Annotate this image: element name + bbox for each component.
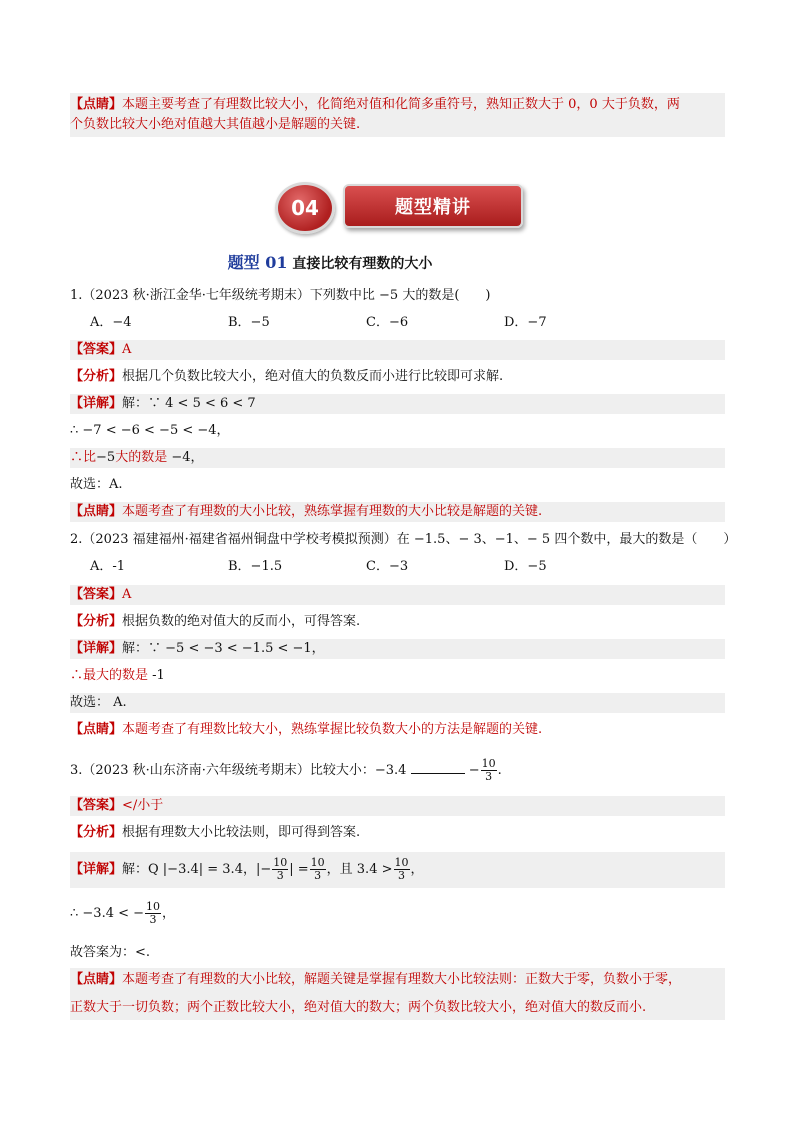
option-b: B．−1.5 bbox=[228, 559, 283, 574]
stem-text: . bbox=[497, 763, 502, 778]
q1-choice: 故选：A. bbox=[70, 477, 123, 492]
note-text: 本题考查了有理数的大小比较，解题关键是掌握有理数大小比较法则：正数大于零，负数小于零， bbox=[122, 972, 682, 987]
fraction-denominator: 3 bbox=[398, 869, 405, 882]
top-note bbox=[70, 93, 725, 137]
banner-number: 04 bbox=[291, 196, 319, 220]
q2-note bbox=[70, 720, 725, 740]
option-d: D．−7 bbox=[504, 315, 547, 330]
q2-choice: 故选： A. bbox=[70, 693, 725, 713]
step-text: −5 bbox=[96, 450, 116, 465]
analysis-text: 根据有理数大小比较法则，即可得到答案. bbox=[122, 825, 361, 840]
analysis-label: 【分析】 bbox=[70, 369, 123, 384]
q2-detail bbox=[70, 639, 725, 659]
question-2-options bbox=[70, 557, 745, 577]
stem-text: − bbox=[468, 763, 480, 778]
section-title-text: 直接比较有理数的大小 bbox=[292, 256, 433, 272]
analysis-label: 【分析】 bbox=[70, 825, 123, 840]
analysis-text: 根据负数的绝对值大的反而小，可得答案. bbox=[122, 614, 361, 629]
step-text: ， bbox=[162, 906, 176, 921]
answer-value: </小于 bbox=[122, 798, 164, 813]
q1-step-1: ∴ −7 < −6 < −5 < −4， bbox=[70, 423, 230, 438]
fraction bbox=[310, 857, 326, 882]
note-label: 【点睛】 bbox=[70, 972, 123, 987]
answer-label: 【答案】 bbox=[70, 342, 123, 357]
fraction bbox=[481, 758, 497, 783]
q1-detail bbox=[70, 394, 725, 414]
note-label: 【点睛】 bbox=[70, 504, 123, 519]
note-text: 本题考查了有理数比较大小，熟练掌握比较负数大小的方法是解题的关键. bbox=[122, 722, 543, 737]
detail-label: 【详解】 bbox=[70, 396, 123, 411]
detail-text: | = bbox=[289, 862, 309, 877]
step-text: ∴比 bbox=[70, 450, 97, 465]
fraction-numerator: 10 bbox=[394, 856, 409, 869]
step-text: ∴最大的数是 bbox=[70, 668, 149, 683]
q3-answer bbox=[70, 796, 725, 816]
fraction-denominator: 3 bbox=[485, 770, 493, 783]
question-1-options bbox=[70, 313, 745, 333]
q1-note bbox=[70, 502, 725, 522]
note-label: 【点睛】 bbox=[70, 722, 123, 737]
fraction-numerator: 10 bbox=[146, 900, 161, 913]
step-text: -1 bbox=[148, 668, 165, 683]
q1-step-2 bbox=[70, 448, 725, 468]
banner-title-pill bbox=[343, 184, 523, 228]
detail-label: 【详解】 bbox=[70, 641, 123, 656]
answer-label: 【答案】 bbox=[70, 798, 123, 813]
detail-text: ，且 3.4 > bbox=[326, 862, 393, 877]
q3-note bbox=[70, 968, 725, 1020]
note-text: 本题主要考查了有理数比较大小，化简绝对值和化简多重符号，熟知正数大于 0，0 大于负数，两 bbox=[122, 97, 680, 112]
note-text: 正数大于一切负数；两个正数比较大小，绝对值大的数大；两个负数比较大小，绝对值大的数反而小. bbox=[70, 1000, 647, 1015]
q1-answer bbox=[70, 340, 725, 360]
section-tag: 题型 01 bbox=[227, 253, 288, 272]
option-c: C．−6 bbox=[366, 315, 409, 330]
fraction-numerator: 10 bbox=[481, 757, 496, 770]
fraction bbox=[394, 857, 410, 882]
q3-analysis bbox=[70, 823, 725, 843]
option-a: A．−4 bbox=[90, 315, 132, 330]
fraction bbox=[145, 901, 161, 926]
answer-value: A bbox=[122, 587, 132, 602]
question-2-stem: 2.（2023 福建福州·福建省福州铜盘中学校考模拟预测）在 −1.5、− 3、−1、− 5 四个数中，最大的数是（ ） bbox=[70, 532, 737, 547]
option-c: C．−3 bbox=[366, 559, 409, 574]
section-banner bbox=[275, 180, 525, 230]
banner-number-badge bbox=[275, 182, 335, 234]
answer-label: 【答案】 bbox=[70, 587, 123, 602]
stem-text: 3.（2023 秋·山东济南·六年级统考期末）比较大小：−3.4 bbox=[70, 763, 407, 778]
option-d: D．−5 bbox=[504, 559, 547, 574]
question-3-stem bbox=[70, 757, 725, 785]
step-text: ∴ −3.4 < − bbox=[70, 906, 145, 921]
q2-answer bbox=[70, 585, 725, 605]
note-text: 本题考查了有理数的大小比较，熟练掌握有理数的大小比较是解题的关键. bbox=[122, 504, 543, 519]
q1-analysis bbox=[70, 367, 725, 387]
q2-analysis bbox=[70, 612, 725, 632]
option-b: B．−5 bbox=[228, 315, 270, 330]
fraction-numerator: 10 bbox=[273, 856, 288, 869]
analysis-label: 【分析】 bbox=[70, 614, 123, 629]
fraction-denominator: 3 bbox=[149, 913, 157, 926]
q3-step-1 bbox=[70, 896, 725, 932]
banner-title: 题型精讲 bbox=[395, 197, 471, 218]
fraction-denominator: 3 bbox=[276, 869, 284, 882]
option-a: A．-1 bbox=[90, 559, 126, 574]
detail-text: 解：Q |−3.4| = 3.4，|− bbox=[122, 862, 272, 877]
analysis-text: 根据几个负数比较大小，绝对值大的负数反而小进行比较即可求解. bbox=[122, 369, 504, 384]
section-title bbox=[200, 250, 460, 273]
q2-step-1 bbox=[70, 666, 725, 686]
detail-text: 解：∵ −5 < −3 < −1.5 < −1， bbox=[122, 641, 325, 656]
step-text: 大的数是 bbox=[115, 450, 168, 465]
detail-label: 【详解】 bbox=[70, 862, 123, 877]
fraction-numerator: 10 bbox=[310, 856, 325, 869]
answer-value: A bbox=[122, 342, 132, 357]
note-label: 【点睛】 bbox=[70, 97, 123, 112]
step-text: −4， bbox=[167, 450, 204, 465]
question-1-stem: 1.（2023 秋·浙江金华·七年级统考期末）下列数中比 −5 大的数是( ) bbox=[70, 288, 491, 303]
q3-detail bbox=[70, 852, 725, 888]
detail-text: ， bbox=[410, 862, 424, 877]
fraction bbox=[272, 857, 288, 882]
detail-text: 解：∵ 4 < 5 < 6 < 7 bbox=[122, 396, 256, 411]
note-text: 个负数比较大小绝对值越大其值越小是解题的关键. bbox=[70, 117, 361, 132]
fraction-denominator: 3 bbox=[314, 869, 322, 882]
answer-blank bbox=[411, 761, 465, 774]
q3-choice: 故答案为：<. bbox=[70, 945, 151, 960]
